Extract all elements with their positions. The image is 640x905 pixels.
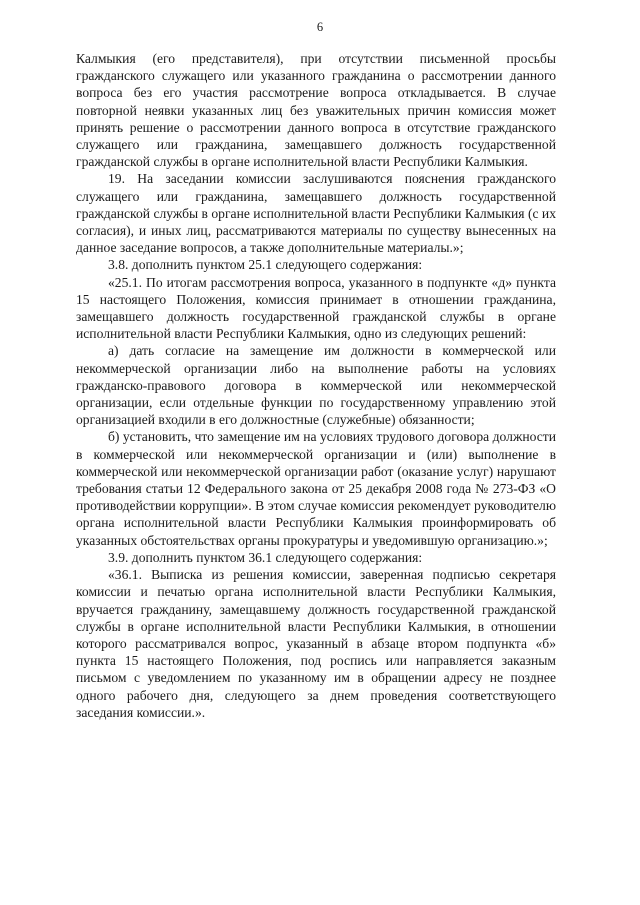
paragraph-subitem-a: а) дать согласие на замещение им должности в коммерческой или некоммерческой организации либо на выполнение работы на условиях гражданско-правового договора в коммерческой или некоммерческой организации, если отдельные функции по государственному управлению этой организацией входили в его должностные (служебные) обязанности;: [76, 343, 556, 428]
paragraph-continuation: Калмыкия (его представителя), при отсутствии письменной просьбы гражданского служащего или указанного гражданина о рассмотрении данного вопроса без его участия рассмотрение вопроса откладывается. В случае повторной неявки указанных лиц без уважительных причин комиссия может принять решение о рассмотрении данного вопроса в отсутствие гражданского служащего или гражданина, замещавшего должность государственной гражданской службы в органе исполнительной власти Республики Калмыкия.: [76, 51, 556, 170]
paragraph-subitem-b: б) установить, что замещение им на условиях трудового договора должности в коммерческой или некоммерческой организации и (или) выполнение в коммерческой или некоммерческой организации работ (оказание услуг) нарушают требования статьи 12 Федерального закона от 25 декабря 2008 года № 273-ФЗ «О противодействии коррупции». В этом случае комиссия рекомендует руководителю органа исполнительной власти Республики Калмыкия проинформировать об указанных обстоятельствах органы прокуратуры и уведомившую организацию.»;: [76, 429, 556, 548]
page-number: 6: [316, 20, 324, 34]
paragraph-amendment-3-9: 3.9. дополнить пунктом 36.1 следующего содержания:: [108, 549, 423, 565]
paragraph-item-25-1: «25.1. По итогам рассмотрения вопроса, указанного в подпункте «д» пункта 15 настоящего Положения, комиссия принимает в отношении гражданина, замещавшего должность государственной гражданской службы в органе исполнительной власти Республики Калмыкия, одно из следующих решений:: [76, 274, 556, 342]
paragraph-item-36-1: «36.1. Выписка из решения комиссии, заверенная подписью секретаря комиссии и печатью органа исполнительной власти Республики Калмыкия, вручается гражданину, замещавшему должность государственной гражданской службы в органе исполнительной власти Республики Калмыкия, в отношении которого рассматривался вопрос, указанный в абзаце втором подпункта «б» пункта 15 настоящего Положения, под роспись или направляется заказным письмом с уведомлением по указанному им в обращении адресу не позднее одного рабочего дня, следующего за днем проведения соответствующего заседания комиссии.».: [76, 567, 556, 720]
document-body: [76, 50, 556, 721]
paragraph-item-19: 19. На заседании комиссии заслушиваются пояснения гражданского служащего или гражданина, замещавшего должность государственной гражданской службы в органе исполнительной власти Республики Калмыкия (с их согласия), и иных лиц, рассматриваются материалы по существу вынесенных на данное заседание вопросов, а также дополнительные материалы.»;: [76, 171, 556, 256]
paragraph-amendment-3-8: 3.8. дополнить пунктом 25.1 следующего содержания:: [108, 257, 423, 273]
